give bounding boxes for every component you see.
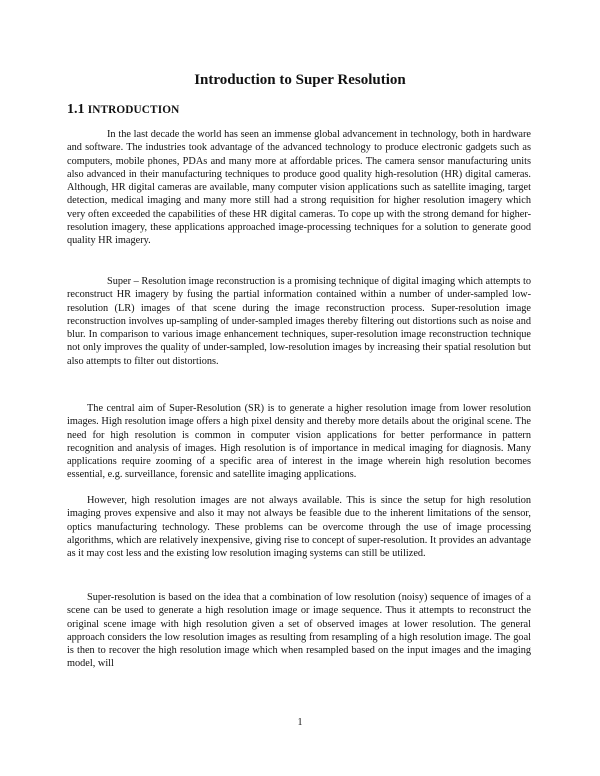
page-number: 1 [297, 717, 303, 728]
section-number: 1.1 [67, 102, 85, 117]
document-title: Introduction to Super Resolution [194, 72, 406, 88]
paragraph-5: Super-resolution is based on the idea that a combination of low resolution (noisy) sequence of images of a scene can be used to generate a high resolution image or image sequence. Thus it attempts to reconstruct the original scene image with high resolution given a set of observed images at lower resolution. The general approach considers the low resolution images as resulting from resampling of a high resolution image. The goal is then to recover the high resolution image which when resampled based on the input images and the imaging model, will [67, 592, 531, 670]
section-heading [67, 101, 179, 118]
paragraph-2: Super – Resolution image reconstruction is a promising technique of digital imaging which attempts to reconstruct HR imagery by fusing the partial information contained within a number of under-sampled low-resolution (LR) images of that scene during the image reconstruction process. Super-resolution image reconstruction involves up-sampling of under-sampled images thereby filtering out distortions such as noise and blur. In comparison to various image enhancement techniques, super-resolution image reconstruction technique not only improves the quality of under-sampled, low-resolution images by increasing their spatial resolution but also attempts to filter out distortions. [67, 276, 531, 367]
section-name: INTRODUCTION [87, 104, 180, 116]
paragraph-1: In the last decade the world has seen an immense global advancement in technology, both in hardware and software. The industries took advantage of the advanced technology to produce electronic gadgets such as computers, mobile phones, PDAs and many more at affordable prices. The camera sensor manufacturing units also advanced in their manufacturing techniques to produce good quality high-resolution (HR) digital cameras. Although, HR digital cameras are available, many computer vision applications such as satellite imaging, target detection, medical imaging and many more still had a strong requisition for higher resolution imagery which very often exceeded the capabilities of these HR digital cameras. To cope up with the strong demand for higher-resolution imagery, these applications approached image-processing techniques for a solution to generate good quality HR imagery. [67, 129, 531, 247]
paragraph-3: The central aim of Super-Resolution (SR) is to generate a higher resolution image from lower resolution images. High resolution image offers a high pixel density and thereby more details about the original scene. The need for high resolution is common in computer vision applications for better performance in pattern recognition and analysis of images. High resolution is of importance in medical imaging for diagnosis. Many applications require zooming of a specific area of interest in the image wherein high resolution becomes essential, e.g. surveillance, forensic and satellite imaging applications. [67, 403, 531, 481]
paragraph-4: However, high resolution images are not always available. This is since the setup for high resolution imaging proves expensive and also it may not always be feasible due to the inherent limitations of the sensor, optics manufacturing technology. These problems can be overcome through the use of image processing algorithms, which are relatively inexpensive, giving rise to concept of super-resolution. It provides an advantage as it may cost less and the existing low resolution imaging systems can still be utilized. [67, 495, 531, 560]
